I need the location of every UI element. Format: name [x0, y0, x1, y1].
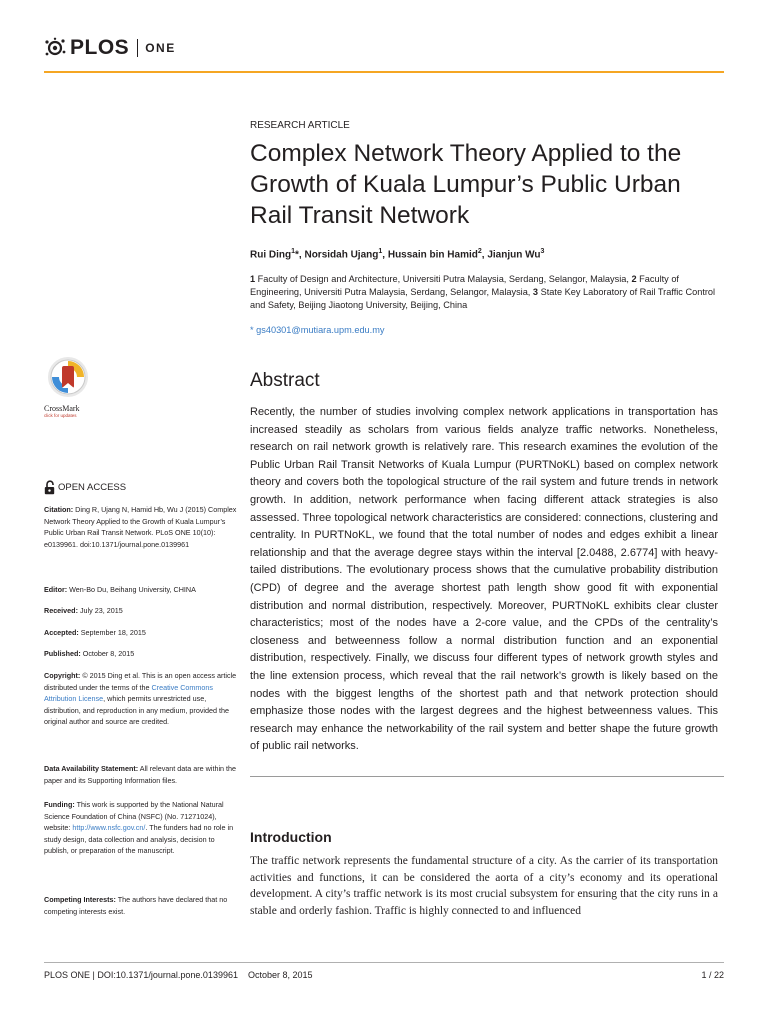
journal-name: ONE — [145, 41, 176, 55]
crossmark-sublabel: click for updates — [44, 413, 77, 418]
funding-text-cont: . The funders had no role in study design, data collection and analysis, decision to publish, or preparation of the manuscript. — [44, 823, 234, 856]
affiliation-text: Faculty of Design and Architecture, Universiti Putra Malaysia, Serdang, Selangor, Malaysia, — [255, 274, 632, 284]
published-block — [44, 648, 237, 660]
section-divider — [250, 776, 724, 777]
author-name[interactable]: Rui Ding — [250, 249, 292, 261]
abstract-heading: Abstract — [250, 370, 320, 391]
affiliation-text: Faculty of Engineering, Universiti Putra Malaysia, Serdang, Selangor, Malaysia, — [250, 274, 679, 297]
footer-rule — [44, 962, 724, 963]
author-name[interactable]: Norsidah Ujang — [304, 249, 379, 261]
funding-block — [44, 799, 237, 857]
affiliation-number: 3 — [532, 287, 539, 297]
affiliation-number: 2 — [631, 274, 637, 284]
author-affil-sup: 2 — [477, 248, 482, 255]
competing-interests-text: The authors have declared that no competing interests exist. — [44, 895, 228, 916]
citation-label: Citation: — [44, 505, 74, 514]
published-label: Published: — [44, 649, 81, 658]
open-access-badge — [44, 480, 126, 495]
copyright-label: Copyright: — [44, 671, 81, 680]
crossmark-badge[interactable] — [44, 356, 96, 418]
editor-label: Editor: — [44, 585, 68, 594]
data-availability-block — [44, 763, 237, 786]
citation-block — [44, 504, 237, 550]
header-rule — [44, 71, 724, 73]
competing-interests-block — [44, 894, 237, 917]
copyright-block — [44, 670, 237, 728]
funding-text: This work is supported by the National Natural Science Foundation of China (NSFC) (No. 71271024), website: — [44, 800, 224, 833]
author-list — [250, 248, 544, 260]
author-affil-sup: 1 — [378, 248, 383, 255]
published-date: October 8, 2015 — [80, 649, 135, 658]
open-access-label: OPEN ACCESS — [58, 482, 127, 493]
data-availability-label: Data Availability Statement: — [44, 764, 139, 773]
corresponding-email — [250, 325, 384, 335]
introduction-heading: Introduction — [250, 829, 332, 845]
email-link[interactable]: gs40301@mutiara.upm.edu.my — [256, 325, 385, 335]
open-lock-icon — [44, 480, 55, 495]
accepted-label: Accepted: — [44, 628, 79, 637]
license-link[interactable]: Creative Commons Attribution License — [44, 682, 213, 704]
affiliation-number: 1 — [250, 274, 256, 284]
accepted-date: September 18, 2015 — [78, 628, 146, 637]
page-number: 1 / 22 — [701, 970, 724, 980]
article-type: RESEARCH ARTICLE — [250, 120, 350, 131]
nsfc-link[interactable]: http://www.nsfc.gov.cn/ — [72, 823, 146, 833]
received-date: July 23, 2015 — [77, 606, 123, 615]
plos-logo[interactable] — [44, 36, 176, 60]
email-asterisk: * — [250, 325, 257, 335]
citation-text: Ding R, Ujang N, Hamid Hb, Wu J (2015) Complex Network Theory Applied to the Growth of Kuala Lumpur’s Public Urban Rail Transit Network. PLoS ONE 10(10): e0139961. doi:10.1371/journal.pone.0139961 — [44, 505, 237, 549]
abstract-text: Recently, the number of studies involving complex network applications in transportation has increased steadily as scholars from various fields analyze traffic networks. Nonetheless, research on rail network growth is relatively rare. This research examines the evolution of the Public Urban Rail Transit Networks of Kuala Lumpur (PURTNoKL) based on complex network theory and covers both the topological structure of the rail system and future trends in network growth. In addition, network performance when facing different attack strategies is also assessed. Three topological network characteristics are considered: connections, clustering and centrality. In PURTNoKL, we found that the total number of nodes and edges exhibit a linear relationship and that the average degree stays within the interval [2.0488, 2.6774] with heavy-tailed distributions. The evolutionary process shows that the cumulative probability distribution (CPD) of degree and the average shortest path length show good fit with exponential distribution and normal distribution, respectively. Moreover, PURTNoKL exhibits clear cluster characteristics; most of the nodes have a 2-core value, and the CPDs of the centrality’s closeness and betweenness follow a normal distribution function and an exponential distribution, respectively. Finally, we discuss four different types of network growth styles and the line extension process, which reveal that the rail network’s growth is likely based on the nodes with the biggest lengths of the shortest path and that network protection should emphasize those nodes with the largest degrees and the highest betweenness values. This research may enhance the networkability of the rail system and better shape the future growth of public rail networks. — [250, 406, 718, 753]
funding-label: Funding: — [44, 800, 75, 809]
copyright-text-cont: , which permits unrestricted use, distribution, and reproduction in any medium, provided the original author and source are credited. — [44, 694, 229, 727]
accepted-block — [44, 627, 237, 639]
article-title: Complex Network Theory Applied to the Growth of Kuala Lumpur’s Public Urban Rail Transit Network — [250, 140, 682, 229]
affiliation-text: State Key Laboratory of Rail Traffic Control and Safety, Beijing Jiaotong University, Beijing, China — [250, 287, 716, 310]
author-name[interactable]: Hussain bin Hamid — [387, 249, 478, 261]
author-affil-sup: 1 — [291, 248, 296, 255]
crossmark-label: CrossMark — [44, 404, 80, 413]
introduction-text: The traffic network represents the fundamental structure of a city. As the carrier of its transportation activities and functions, it can be considered the aorta of a city’s economy and its operational development. A city’s traffic network is its most crucial subsystem for ensuring that the city runs in a stable and orderly fashion. Traffic is highly connected to and influenced — [250, 855, 718, 918]
affiliations — [250, 273, 720, 312]
logo-separator — [137, 39, 138, 57]
author-name[interactable]: Jianjun Wu — [487, 249, 541, 261]
footer-citation: PLOS ONE | DOI:10.1371/journal.pone.0139961 October 8, 2015 — [44, 970, 313, 980]
plos-logo-icon — [44, 37, 66, 59]
author-separator: , — [382, 249, 388, 261]
competing-interests-label: Competing Interests: — [44, 895, 116, 904]
crossmark-icon — [47, 356, 89, 398]
author-affil-sup: 3 — [540, 248, 545, 255]
author-separator: , — [481, 249, 488, 261]
received-label: Received: — [44, 606, 78, 615]
editor-block — [44, 584, 237, 596]
data-availability-text: All relevant data are within the paper and its Supporting Information files. — [44, 764, 237, 785]
received-block — [44, 605, 237, 617]
logo-text: PLOS — [70, 36, 130, 59]
author-separator: *, — [295, 249, 305, 261]
editor-text: Wen-Bo Du, Beihang University, CHINA — [67, 585, 196, 594]
copyright-text: © 2015 Ding et al. This is an open access article distributed under the terms of the — [44, 671, 237, 692]
